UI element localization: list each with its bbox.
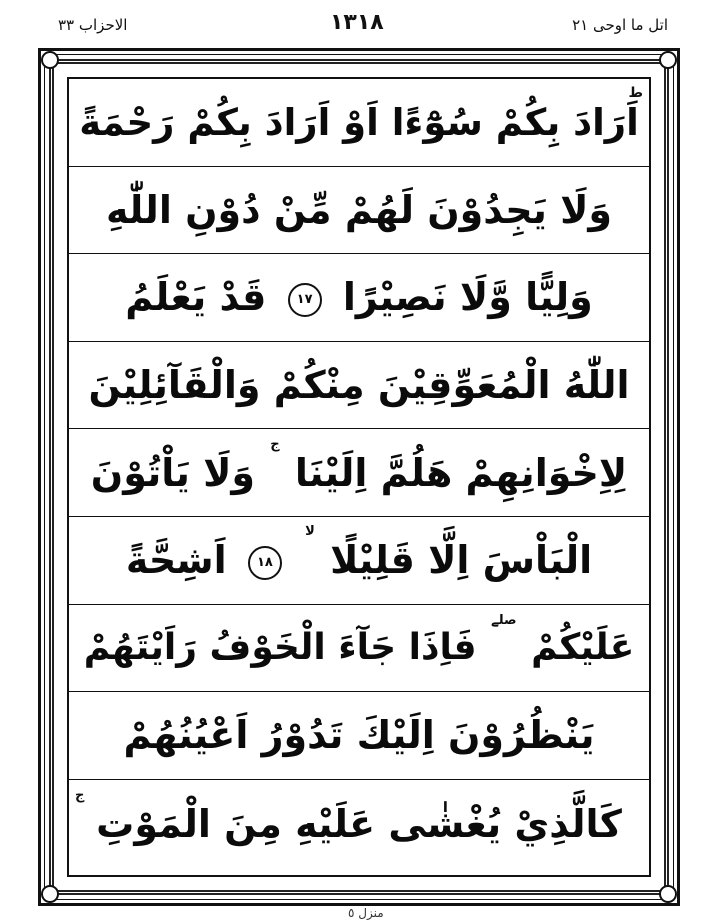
waqf-mark: ج bbox=[270, 436, 280, 452]
verse-segment: الْبَاْسَ اِلَّا قَلِيْلًا bbox=[330, 538, 593, 583]
verse-text bbox=[83, 613, 635, 669]
waqf-mark: ط bbox=[628, 85, 643, 101]
verse-text: كَالَّذِيْ يُغْشٰى عَلَيْهِ مِنَ الْمَوْتِ bbox=[96, 801, 622, 846]
verse-segment: وَلَا يَاْتُوْنَ bbox=[90, 450, 255, 495]
verse-text: وَلَا يَجِدُوْنَ لَهُمْ مِّنْ دُوْنِ اللّٰهِ bbox=[106, 187, 613, 232]
verse-line-8 bbox=[69, 692, 649, 780]
verse-segment: فَاِذَا جَآءَ الْخَوْفُ رَاَيْتَهُمْ bbox=[83, 627, 477, 669]
verse-line-4 bbox=[69, 342, 649, 430]
verse-line-3 bbox=[69, 254, 649, 342]
verse-line-9 bbox=[69, 780, 649, 868]
verse-text bbox=[125, 275, 593, 319]
page-number: ١٣١٨ bbox=[330, 10, 384, 35]
waqf-mark: صلے bbox=[491, 613, 517, 629]
ayah-number-marker: ١٧ bbox=[288, 283, 322, 317]
verse-line-2 bbox=[69, 167, 649, 255]
waqf-mark: لا bbox=[305, 524, 315, 540]
verse-segment: قَدْ يَعْلَمُ bbox=[125, 275, 267, 320]
waqf-mark: ج bbox=[75, 787, 85, 803]
verse-panel bbox=[67, 77, 651, 877]
verse-segment: اَشِحَّةً bbox=[125, 538, 227, 583]
manzil-footer: منزل ٥ bbox=[348, 906, 384, 920]
verse-line-7 bbox=[69, 605, 649, 693]
page-frame bbox=[38, 48, 680, 906]
verse-line-5 bbox=[69, 429, 649, 517]
verse-text: اَرَادَ بِكُمْ سُوْٓءًا اَوْ اَرَادَ بِكُمْ رَحْمَةً bbox=[79, 100, 639, 144]
verse-line-6 bbox=[69, 517, 649, 605]
verse-segment: وَلِيًّا وَّلَا نَصِيْرًا bbox=[342, 275, 593, 320]
verse-text bbox=[90, 436, 628, 495]
verse-text bbox=[125, 524, 593, 583]
verse-line-1 bbox=[69, 79, 649, 167]
header-left-label: الاحزاب ٣٣ bbox=[58, 16, 128, 34]
verse-segment: عَلَيْكُمْ bbox=[531, 627, 635, 669]
verse-text: اللّٰهُ الْمُعَوِّقِيْنَ مِنْكُمْ وَالْقَآئِلِيْنَ bbox=[88, 363, 630, 408]
verse-segment: لِاِخْوَانِهِمْ هَلُمَّ اِلَيْنَا bbox=[294, 450, 628, 495]
header-right-label: اتل ما اوحی ٢١ bbox=[572, 16, 668, 34]
ayah-number-marker: ١٨ bbox=[248, 546, 282, 580]
verse-text: يَنْظُرُوْنَ اِلَيْكَ تَدُوْرُ اَعْيُنُهُمْ bbox=[123, 713, 595, 758]
